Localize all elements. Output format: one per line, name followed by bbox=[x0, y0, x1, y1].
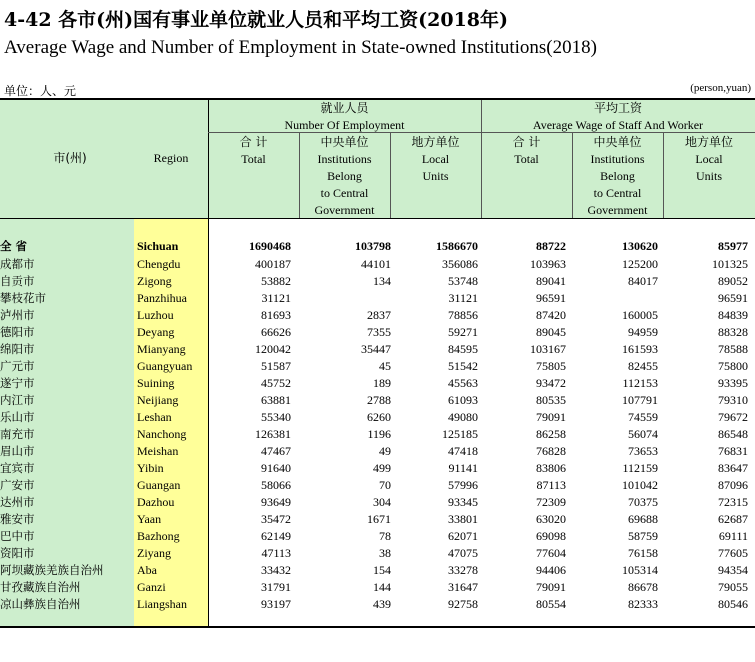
value-cell: 86678 bbox=[628, 580, 658, 594]
table-row-total bbox=[0, 236, 748, 256]
header-wage-local-en: Local Units bbox=[695, 152, 723, 183]
value-cell: 1586670 bbox=[436, 239, 478, 253]
value-cell: 45 bbox=[379, 359, 391, 373]
table-row bbox=[0, 426, 748, 443]
value-cell: 78 bbox=[379, 529, 391, 543]
value-cell: 75805 bbox=[536, 359, 566, 373]
table-row bbox=[0, 443, 748, 460]
value-cell: 89045 bbox=[536, 325, 566, 339]
header-total-en: Total bbox=[241, 152, 266, 166]
region-name: Neijiang bbox=[137, 393, 179, 407]
value-cell: 91141 bbox=[448, 461, 478, 475]
header-central-cn: 中央单位 bbox=[320, 135, 369, 149]
value-cell: 161593 bbox=[622, 342, 658, 356]
table-row bbox=[0, 545, 748, 562]
value-cell: 87113 bbox=[536, 478, 566, 492]
value-cell: 62149 bbox=[261, 529, 291, 543]
value-cell: 86258 bbox=[536, 427, 566, 441]
value-cell: 33432 bbox=[261, 563, 291, 577]
value-cell: 79310 bbox=[718, 393, 748, 407]
value-cell: 69098 bbox=[536, 529, 566, 543]
value-cell: 76828 bbox=[536, 444, 566, 458]
value-cell: 120042 bbox=[255, 342, 291, 356]
value-cell: 112159 bbox=[622, 461, 658, 475]
region-name: Ziyang bbox=[137, 546, 171, 560]
value-cell: 499 bbox=[373, 461, 391, 475]
value-cell: 86548 bbox=[718, 427, 748, 441]
table-row bbox=[0, 477, 748, 494]
value-cell: 304 bbox=[373, 495, 391, 509]
region-name: Chengdu bbox=[137, 257, 181, 271]
value-cell: 62071 bbox=[448, 529, 478, 543]
region-name: Yaan bbox=[137, 512, 162, 526]
value-cell: 45752 bbox=[261, 376, 291, 390]
region-name: Leshan bbox=[137, 410, 172, 424]
value-cell: 94406 bbox=[536, 563, 566, 577]
unit-english: (person,yuan) bbox=[690, 82, 751, 94]
region-name: Bazhong bbox=[137, 529, 180, 543]
value-cell: 89041 bbox=[536, 274, 566, 288]
region-name: Guangyuan bbox=[137, 359, 193, 373]
value-cell: 96591 bbox=[536, 291, 566, 305]
table-row bbox=[0, 341, 748, 358]
region-name: Meishan bbox=[137, 444, 179, 458]
value-cell: 63881 bbox=[261, 393, 291, 407]
value-cell: 76158 bbox=[628, 546, 658, 560]
value-cell: 69111 bbox=[718, 529, 748, 543]
header-wage-central-en: Institutions Belong to Central Government bbox=[587, 152, 648, 217]
value-cell: 125185 bbox=[442, 427, 478, 441]
city-name: 德阳市 bbox=[0, 325, 35, 339]
header-employment-cn: 就业人员 bbox=[320, 101, 369, 115]
value-cell: 72315 bbox=[718, 495, 748, 509]
table-row bbox=[0, 562, 748, 579]
value-cell: 87420 bbox=[536, 308, 566, 322]
city-name: 甘孜藏族自治州 bbox=[0, 580, 81, 594]
city-name: 资阳市 bbox=[0, 546, 35, 560]
value-cell: 2837 bbox=[367, 308, 391, 322]
table-row bbox=[0, 392, 748, 409]
city-name: 遂宁市 bbox=[0, 376, 35, 390]
value-cell: 2788 bbox=[367, 393, 391, 407]
value-cell: 55340 bbox=[261, 410, 291, 424]
data-table bbox=[0, 236, 748, 613]
value-cell: 31791 bbox=[261, 580, 291, 594]
value-cell: 103167 bbox=[530, 342, 566, 356]
value-cell: 44101 bbox=[361, 257, 391, 271]
table-row bbox=[0, 494, 748, 511]
value-cell: 88328 bbox=[718, 325, 748, 339]
table-row bbox=[0, 324, 748, 341]
value-cell: 83806 bbox=[536, 461, 566, 475]
value-cell bbox=[566, 290, 658, 307]
value-cell: 144 bbox=[373, 580, 391, 594]
value-cell: 439 bbox=[373, 597, 391, 611]
value-cell: 112153 bbox=[622, 376, 658, 390]
value-cell: 93472 bbox=[536, 376, 566, 390]
city-name: 内江市 bbox=[0, 393, 35, 407]
city-name: 泸州市 bbox=[0, 308, 35, 322]
city-name: 达州市 bbox=[0, 495, 35, 509]
title-chinese: 4-42 各市(州)国有事业单位就业人员和平均工资(2018年) bbox=[4, 9, 509, 31]
region-name: Suining bbox=[137, 376, 175, 390]
value-cell: 69688 bbox=[628, 512, 658, 526]
table-row bbox=[0, 460, 748, 477]
table-row bbox=[0, 596, 748, 613]
value-cell: 58066 bbox=[261, 478, 291, 492]
value-cell: 33278 bbox=[448, 563, 478, 577]
city-name: 巴中市 bbox=[0, 529, 35, 543]
value-cell: 80535 bbox=[536, 393, 566, 407]
value-cell: 89052 bbox=[718, 274, 748, 288]
table-row bbox=[0, 409, 748, 426]
value-cell: 103963 bbox=[530, 257, 566, 271]
city-name: 凉山彝族自治州 bbox=[0, 597, 81, 611]
region-name: Aba bbox=[137, 563, 157, 577]
value-cell: 63020 bbox=[536, 512, 566, 526]
value-cell: 76831 bbox=[718, 444, 748, 458]
header-employment-en: Number Of Employment bbox=[284, 118, 405, 132]
value-cell: 1690468 bbox=[249, 239, 291, 253]
value-cell: 160005 bbox=[622, 308, 658, 322]
city-name: 全 省 bbox=[0, 239, 28, 253]
value-cell: 84017 bbox=[628, 274, 658, 288]
table-row bbox=[0, 290, 748, 307]
value-cell: 66626 bbox=[261, 325, 291, 339]
value-cell: 7355 bbox=[367, 325, 391, 339]
region-name: Sichuan bbox=[137, 239, 179, 253]
table-row bbox=[0, 511, 748, 528]
value-cell: 88722 bbox=[536, 239, 566, 253]
header-city: 市(州) bbox=[53, 151, 87, 165]
value-cell: 1671 bbox=[367, 512, 391, 526]
value-cell: 47467 bbox=[261, 444, 291, 458]
value-cell: 79672 bbox=[718, 410, 748, 424]
value-cell: 49080 bbox=[448, 410, 478, 424]
table-row bbox=[0, 256, 748, 273]
value-cell: 101042 bbox=[622, 478, 658, 492]
value-cell: 93197 bbox=[261, 597, 291, 611]
value-cell: 77605 bbox=[718, 546, 748, 560]
value-cell: 94354 bbox=[718, 563, 748, 577]
unit-chinese: 单位：人、元 bbox=[4, 84, 77, 98]
city-name: 广安市 bbox=[0, 478, 35, 492]
value-cell: 85977 bbox=[718, 239, 748, 253]
header-wage-total-en: Total bbox=[514, 152, 539, 166]
table-row bbox=[0, 528, 748, 545]
value-cell: 47075 bbox=[448, 546, 478, 560]
city-name: 阿坝藏族羌族自治州 bbox=[0, 563, 104, 577]
region-name: Zigong bbox=[137, 274, 172, 288]
value-cell: 94959 bbox=[628, 325, 658, 339]
value-cell: 47113 bbox=[261, 546, 291, 560]
value-cell: 31121 bbox=[448, 291, 478, 305]
value-cell: 92758 bbox=[448, 597, 478, 611]
value-cell: 134 bbox=[373, 274, 391, 288]
value-cell: 73653 bbox=[628, 444, 658, 458]
value-cell: 61093 bbox=[448, 393, 478, 407]
city-name: 眉山市 bbox=[0, 444, 35, 458]
city-name: 乐山市 bbox=[0, 410, 35, 424]
city-name: 自贡市 bbox=[0, 274, 35, 288]
header-wage-en: Average Wage of Staff And Worker bbox=[532, 118, 704, 132]
table-row bbox=[0, 273, 748, 290]
value-cell: 78588 bbox=[718, 342, 748, 356]
table-row bbox=[0, 375, 748, 392]
table-row bbox=[0, 307, 748, 324]
value-cell: 126381 bbox=[255, 427, 291, 441]
value-cell: 189 bbox=[373, 376, 391, 390]
value-cell: 105314 bbox=[622, 563, 658, 577]
header-local-en: Local Units bbox=[421, 152, 450, 183]
value-cell: 154 bbox=[373, 563, 391, 577]
region-name: Deyang bbox=[137, 325, 175, 339]
city-name: 宜宾市 bbox=[0, 461, 35, 475]
region-name: Guangan bbox=[137, 478, 181, 492]
value-cell: 35472 bbox=[261, 512, 291, 526]
header-central-en: Institutions Belong to Central Government bbox=[314, 152, 375, 217]
value-cell: 72309 bbox=[536, 495, 566, 509]
value-cell: 93345 bbox=[448, 495, 478, 509]
value-cell: 31121 bbox=[261, 291, 291, 305]
region-name: Mianyang bbox=[137, 342, 186, 356]
value-cell: 83647 bbox=[718, 461, 748, 475]
value-cell: 79055 bbox=[718, 580, 748, 594]
value-cell: 51587 bbox=[261, 359, 291, 373]
value-cell: 33801 bbox=[448, 512, 478, 526]
city-name: 成都市 bbox=[0, 257, 35, 271]
value-cell: 70 bbox=[379, 478, 391, 492]
value-cell: 91640 bbox=[261, 461, 291, 475]
value-cell: 1196 bbox=[367, 427, 391, 441]
value-cell: 84595 bbox=[448, 342, 478, 356]
value-cell: 82455 bbox=[628, 359, 658, 373]
header-region: Region bbox=[153, 151, 189, 165]
region-name: Dazhou bbox=[137, 495, 175, 509]
value-cell: 400187 bbox=[255, 257, 291, 271]
value-cell: 74559 bbox=[628, 410, 658, 424]
value-cell: 51542 bbox=[448, 359, 478, 373]
value-cell: 356086 bbox=[442, 257, 478, 271]
value-cell: 59271 bbox=[448, 325, 478, 339]
value-cell: 107791 bbox=[622, 393, 658, 407]
value-cell: 6260 bbox=[367, 410, 391, 424]
title-english: Average Wage and Number of Employment in State-owned Institutions(2018) bbox=[4, 37, 597, 58]
value-cell: 53882 bbox=[261, 274, 291, 288]
region-name: Yibin bbox=[137, 461, 164, 475]
value-cell: 82333 bbox=[628, 597, 658, 611]
value-cell: 56074 bbox=[628, 427, 658, 441]
value-cell: 57996 bbox=[448, 478, 478, 492]
value-cell: 53748 bbox=[448, 274, 478, 288]
city-name: 绵阳市 bbox=[0, 342, 35, 356]
value-cell: 125200 bbox=[622, 257, 658, 271]
table-row bbox=[0, 579, 748, 596]
value-cell: 130620 bbox=[622, 239, 658, 253]
value-cell: 78856 bbox=[448, 308, 478, 322]
region-name: Ganzi bbox=[137, 580, 166, 594]
value-cell: 31647 bbox=[448, 580, 478, 594]
value-cell: 81693 bbox=[261, 308, 291, 322]
region-name: Panzhihua bbox=[137, 291, 187, 305]
city-name: 攀枝花市 bbox=[0, 291, 46, 305]
region-name: Nanchong bbox=[137, 427, 187, 441]
value-cell: 80546 bbox=[718, 597, 748, 611]
city-name: 南充市 bbox=[0, 427, 35, 441]
header-wage-total-cn: 合 计 bbox=[512, 135, 541, 149]
value-cell: 84839 bbox=[718, 308, 748, 322]
value-cell: 79091 bbox=[536, 410, 566, 424]
region-name: Luzhou bbox=[137, 308, 174, 322]
city-name: 广元市 bbox=[0, 359, 35, 373]
bottom-rule bbox=[0, 626, 755, 628]
region-name: Liangshan bbox=[137, 597, 187, 611]
value-cell: 45563 bbox=[448, 376, 478, 390]
header-wage-central-cn: 中央单位 bbox=[593, 135, 642, 149]
value-cell: 79091 bbox=[536, 580, 566, 594]
value-cell: 58759 bbox=[628, 529, 658, 543]
header-wage-cn: 平均工资 bbox=[593, 101, 642, 115]
header-wage-local-cn: 地方单位 bbox=[684, 135, 733, 149]
value-cell: 38 bbox=[379, 546, 391, 560]
value-cell: 47418 bbox=[448, 444, 478, 458]
value-cell: 70375 bbox=[628, 495, 658, 509]
value-cell: 87096 bbox=[718, 478, 748, 492]
value-cell: 80554 bbox=[536, 597, 566, 611]
city-name: 雅安市 bbox=[0, 512, 35, 526]
table-row bbox=[0, 358, 748, 375]
value-cell: 75800 bbox=[718, 359, 748, 373]
value-cell: 35447 bbox=[361, 342, 391, 356]
value-cell: 49 bbox=[379, 444, 391, 458]
value-cell bbox=[291, 290, 391, 307]
header-local-cn: 地方单位 bbox=[411, 135, 460, 149]
value-cell: 96591 bbox=[718, 291, 748, 305]
value-cell: 93649 bbox=[261, 495, 291, 509]
header-total-cn: 合 计 bbox=[239, 135, 268, 149]
value-cell: 101325 bbox=[712, 257, 748, 271]
value-cell: 62687 bbox=[718, 512, 748, 526]
value-cell: 77604 bbox=[536, 546, 566, 560]
value-cell: 93395 bbox=[718, 376, 748, 390]
value-cell: 103798 bbox=[355, 239, 391, 253]
